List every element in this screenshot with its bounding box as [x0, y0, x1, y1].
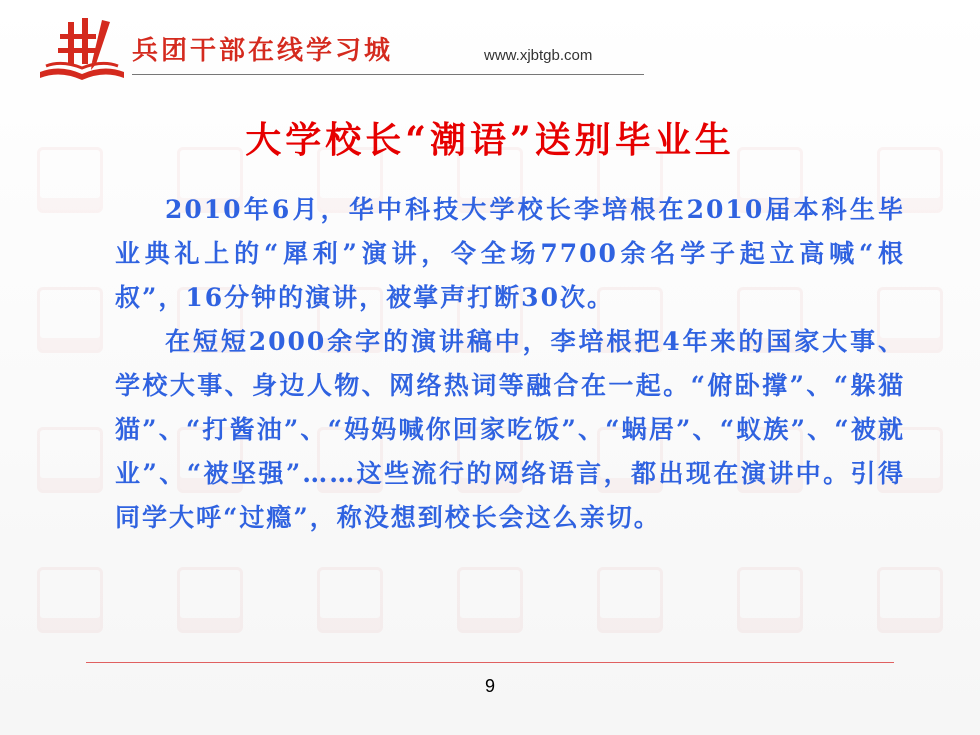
paragraph-2: 在短短2000余字的演讲稿中，李培根把4年来的国家大事、学校大事、身边人物、网络热词等融合在一起。“俯卧撑”、“躲猫猫”、“打酱油”、“妈妈喊你回家吃饭”、“蜗居”、“蚁族”、“被就业”、“被坚强”……这些流行的网络语言，都出现在演讲中。引得同学大呼“过瘾”，称没想到校长会这么亲切。	[115, 327, 905, 532]
page-number: 9	[484, 676, 495, 696]
footer-divider	[86, 662, 894, 663]
logo-text: 兵团干部在线学习城	[132, 36, 394, 66]
paragraph-1: 2010年6月，华中科技大学校长李培根在2010届本科生毕业典礼上的“犀利”演讲，令全场7700余名学子起立高喊“根叔”，16分钟的演讲，被掌声打断30次。	[115, 195, 905, 312]
site-url[interactable]: www.xjbtgb.com	[484, 47, 593, 64]
slide-title: 大学校长“潮语”送别毕业生	[245, 119, 735, 161]
slide-body	[115, 188, 905, 540]
header-divider	[132, 74, 644, 75]
red-book-pen-logo-icon	[36, 14, 128, 84]
